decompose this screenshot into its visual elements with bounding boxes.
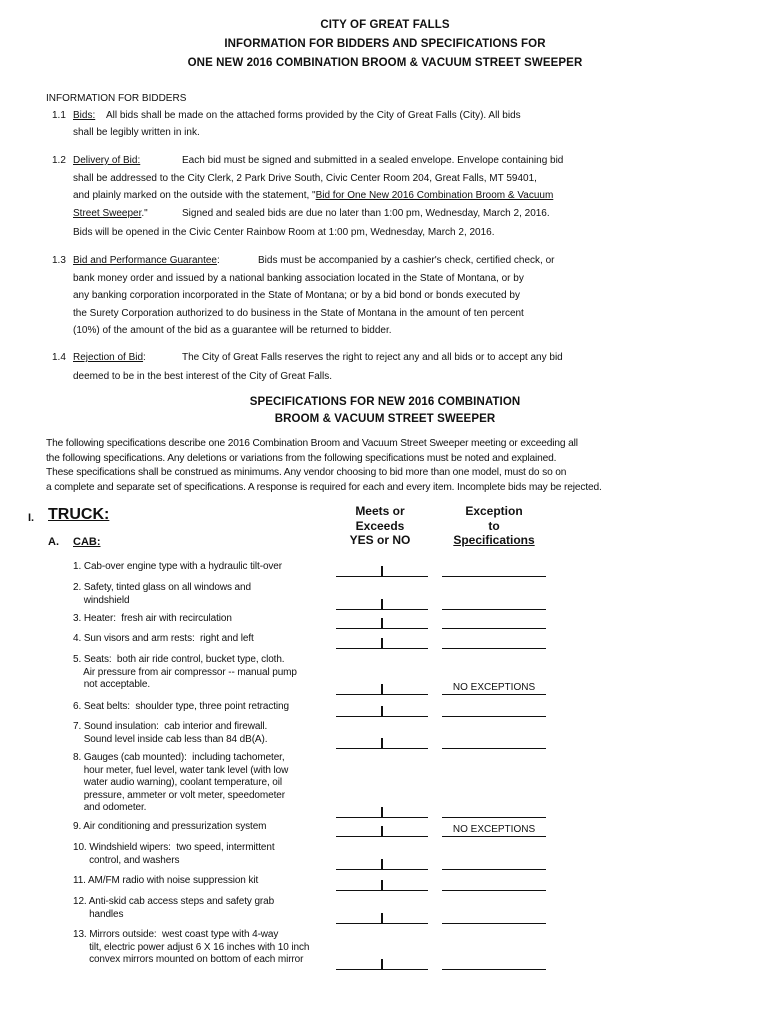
spec-item-line: 9. Air conditioning and pressurization system: [73, 821, 267, 832]
yes-no-divider-mark: [381, 706, 383, 717]
exception-answer-line[interactable]: [442, 628, 546, 629]
paragraph-line: The City of Great Falls reserves the right to reject any and all bids or to accept any bid: [182, 352, 563, 363]
header-line: Meets or: [355, 504, 405, 518]
yes-no-divider-mark: [381, 807, 383, 818]
section-number: 1.2: [52, 155, 66, 166]
paragraph-line: Bids must be accompanied by a cashier's check, certified check, or: [258, 255, 555, 266]
spec-item-text: [73, 929, 309, 967]
section-number: 1.4: [52, 352, 66, 363]
paragraph-line: All bids shall be made on the attached forms provided by the City of Great Falls (City). All bids: [106, 110, 521, 121]
spec-title-line-1: SPECIFICATIONS FOR NEW 2016 COMBINATION: [249, 396, 521, 408]
paragraph-line: (10%) of the amount of the bid as a guarantee will be returned to bidder.: [73, 325, 392, 336]
intro-line: The following specifications describe one 2016 Combination Broom and Vacuum Street Sweeper meeting or exceeding all: [46, 438, 578, 449]
exception-answer-line[interactable]: [442, 817, 546, 818]
exception-answer-line[interactable]: [442, 748, 546, 749]
yes-no-divider-mark: [381, 599, 383, 610]
paragraph-line: shall be addressed to the City Clerk, 2 Park Drive South, Civic Center Room 204, Great Falls, MT 59401,: [73, 173, 537, 184]
intro-line: the following specifications. Any deletions or variations from the following specifications must be noted and explained.: [46, 452, 557, 464]
header-line: Exceeds: [355, 518, 405, 533]
spec-item-line: 5. Seats: both air ride control, bucket type, cloth.: [73, 654, 285, 665]
intro-line: These specifications shall be construed as minimums. Any vendor choosing to bid more than one model, must do so on: [46, 467, 567, 479]
exception-text: NO EXCEPTIONS: [452, 823, 536, 835]
info-heading: INFORMATION FOR BIDDERS: [46, 93, 187, 104]
spec-item-text: [73, 752, 288, 815]
yes-no-divider-mark: [381, 959, 383, 970]
yes-no-divider-mark: [381, 638, 383, 649]
spec-item-line: 8. Gauges (cab mounted): including tachometer,: [73, 752, 285, 763]
spec-item-line: and odometer.: [73, 802, 147, 813]
header-line: to: [488, 518, 500, 533]
exception-answer-line[interactable]: [442, 694, 546, 695]
spec-item-line: tilt, electric power adjust 6 X 16 inches with 10 inch: [73, 941, 310, 953]
exception-answer-line[interactable]: [442, 716, 546, 717]
spec-item-line: 4. Sun visors and arm rests: right and left: [73, 633, 254, 644]
exception-column-header: [440, 504, 548, 548]
section-title: Bids:: [73, 110, 96, 121]
spec-item-line: hour meter, fuel level, water tank level (with low: [73, 764, 289, 776]
spec-item-line: handles: [73, 908, 124, 920]
doc-title-line-2: INFORMATION FOR BIDDERS AND SPECIFICATIONS FOR: [224, 38, 546, 50]
spec-item-text: [73, 613, 232, 626]
spec-intro: [46, 437, 726, 495]
spec-item-line: 7. Sound insulation: cab interior and firewall.: [73, 721, 268, 732]
spec-item-line: 3. Heater: fresh air with recirculation: [73, 613, 232, 624]
header-line: YES or NO: [349, 533, 411, 547]
paragraph-line: any banking corporation incorporated in the State of Montana; or by a bid bond or bonds executed by: [73, 290, 520, 301]
section-title: Delivery of Bid:: [73, 155, 141, 166]
spec-item-line: water audio warning), coolant temperature, oil: [73, 777, 282, 788]
header-line: Specifications: [453, 533, 535, 547]
spec-item-text: [73, 896, 274, 921]
spec-item-line: Sound level inside cab less than 84 dB(A).: [73, 733, 268, 745]
spec-item-line: 6. Seat belts: shoulder type, three point retracting: [73, 701, 289, 712]
section-title: [73, 352, 146, 363]
bid-statement: Bid for One New 2016 Combination Broom & Vacuum: [315, 190, 554, 201]
header-line: Exception: [465, 504, 523, 518]
doc-title-line-1: CITY OF GREAT FALLS: [320, 19, 450, 31]
spec-item-text: [73, 701, 289, 714]
exception-answer-line[interactable]: [442, 609, 546, 610]
exception-answer-line[interactable]: [442, 836, 546, 837]
yes-no-divider-mark: [381, 826, 383, 837]
text-span: .": [141, 208, 148, 219]
spec-item-text: [73, 633, 254, 646]
paragraph-line: deemed to be in the best interest of the City of Great Falls.: [73, 371, 333, 382]
title-text: Rejection of Bid: [73, 352, 144, 363]
spec-item-text: [73, 842, 275, 867]
paragraph-line: the Surety Corporation authorized to do business in the State of Montana in the amount of ten percent: [73, 308, 524, 319]
section-number: 1.3: [52, 255, 66, 266]
spec-item-line: control, and washers: [73, 854, 180, 866]
spec-item-line: not acceptable.: [73, 679, 151, 690]
spec-item-line: 1. Cab-over engine type with a hydraulic tilt-over: [73, 561, 282, 572]
paragraph-line: bank money order and issued by a national banking association located in the State of Montana, or by: [73, 273, 524, 284]
paragraph-line: shall be legibly written in ink.: [73, 127, 200, 138]
exception-answer-line[interactable]: [442, 923, 546, 924]
colon: :: [143, 352, 146, 363]
meets-column-header: [330, 504, 430, 548]
spec-item-line: 2. Safety, tinted glass on all windows and: [73, 582, 251, 593]
exception-answer-line[interactable]: [442, 648, 546, 649]
subsection-letter: A.: [48, 536, 59, 548]
spec-item-line: pressure, ammeter or volt meter, speedometer: [73, 789, 285, 801]
paragraph-line: [73, 208, 148, 219]
doc-title-line-3: ONE NEW 2016 COMBINATION BROOM & VACUUM STREET SWEEPER: [187, 57, 583, 69]
section-title: [73, 255, 220, 266]
spec-item-line: 12. Anti-skid cab access steps and safety grab: [73, 896, 275, 907]
spec-item-text: [73, 582, 251, 607]
section-number: 1.1: [52, 110, 66, 121]
yes-no-divider-mark: [381, 618, 383, 629]
exception-answer-line[interactable]: [442, 890, 546, 891]
paragraph-line: [73, 190, 553, 201]
section-title-truck: TRUCK:: [48, 506, 110, 523]
spec-item-text: [73, 721, 267, 746]
spec-item-line: Air pressure from air compressor -- manual pump: [73, 666, 297, 678]
yes-no-divider-mark: [381, 566, 383, 577]
spec-item-line: windshield: [73, 594, 130, 606]
spec-item-line: 11. AM/FM radio with noise suppression kit: [73, 875, 259, 886]
spec-item-line: 10. Windshield wipers: two speed, intermittent: [73, 842, 275, 853]
spec-item-text: [73, 875, 258, 888]
spec-item-line: 13. Mirrors outside: west coast type with 4-way: [73, 929, 279, 940]
spec-title-line-2: BROOM & VACUUM STREET SWEEPER: [274, 413, 496, 425]
paragraph-line: Signed and sealed bids are due no later than 1:00 pm, Wednesday, March 2, 2016.: [182, 208, 550, 219]
text-span: and plainly marked on the outside with the statement, ": [73, 190, 316, 201]
yes-no-divider-mark: [381, 738, 383, 749]
exception-text: NO EXCEPTIONS: [452, 681, 536, 693]
bid-statement-cont: Street Sweeper: [73, 208, 142, 219]
yes-no-divider-mark: [381, 684, 383, 695]
colon: :: [216, 255, 220, 266]
spec-item-text: [73, 821, 266, 834]
yes-no-divider-mark: [381, 880, 383, 891]
paragraph-line: Each bid must be signed and submitted in a sealed envelope. Envelope containing bid: [182, 155, 564, 166]
subsection-title-cab: CAB:: [73, 536, 101, 548]
exception-answer-line[interactable]: [442, 576, 546, 577]
exception-answer-line[interactable]: [442, 969, 546, 970]
spec-item-text: [73, 561, 282, 574]
yes-no-divider-mark: [381, 913, 383, 924]
title-text: Bid and Performance Guarantee: [73, 255, 217, 266]
section-roman-numeral: I.: [28, 512, 35, 524]
paragraph-line: Bids will be opened in the Civic Center Rainbow Room at 1:00 pm, Wednesday, March 2, 2016.: [73, 227, 495, 238]
intro-line: a complete and separate set of specifications. A response is required for each and every item. Incomplete bids may be rejected.: [46, 481, 602, 493]
exception-answer-line[interactable]: [442, 869, 546, 870]
yes-no-divider-mark: [381, 859, 383, 870]
spec-item-text: [73, 654, 297, 692]
spec-item-line: convex mirrors mounted on bottom of each mirror: [73, 954, 304, 965]
